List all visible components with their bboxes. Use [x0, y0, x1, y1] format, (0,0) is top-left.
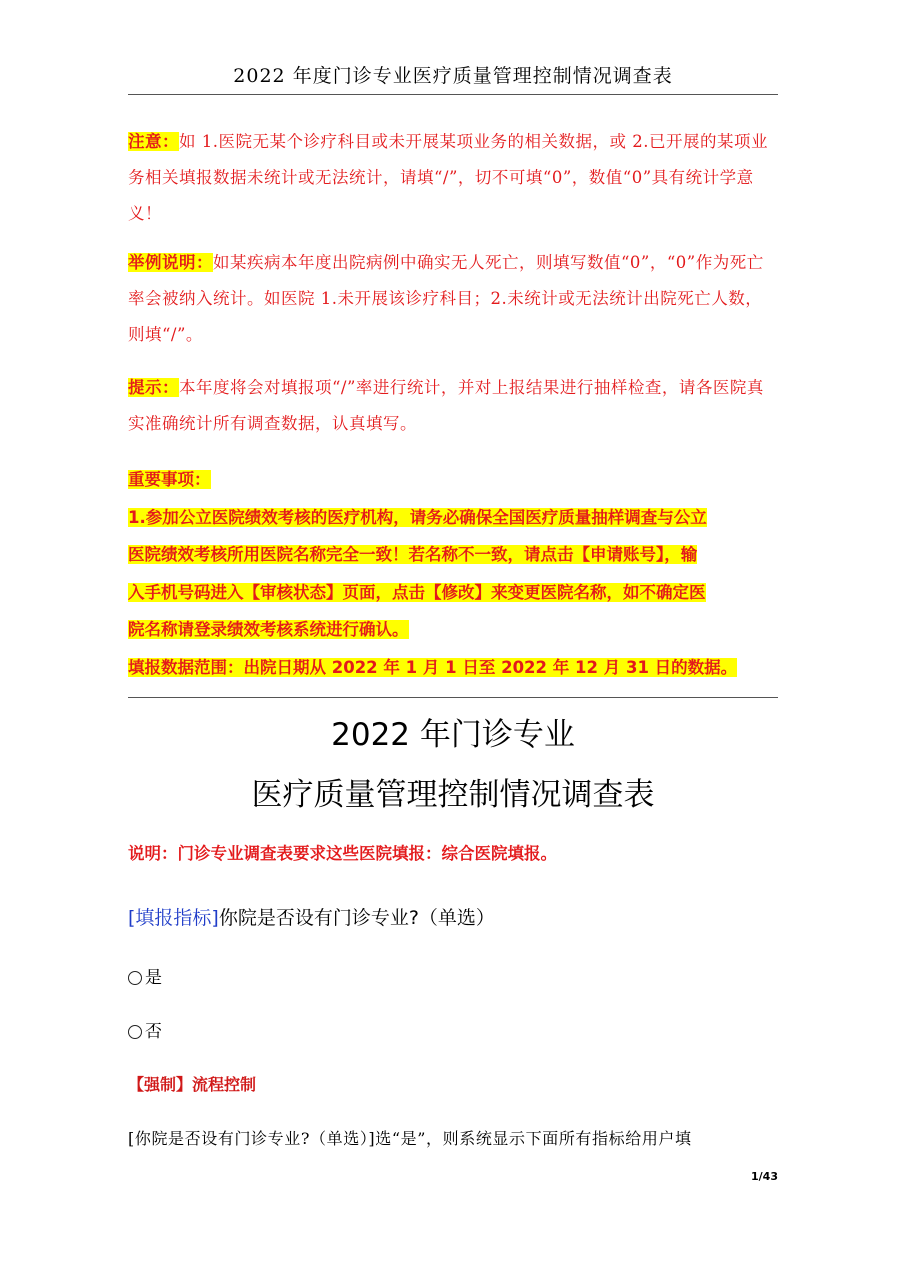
header-divider — [128, 94, 778, 95]
option-yes-label: 是 — [145, 968, 162, 988]
page-number: 1/43 — [751, 1170, 778, 1183]
flow-control-label: 【强制】流程控制 — [128, 1075, 257, 1094]
example-label: 举例说明： — [128, 253, 213, 272]
example-paragraph — [128, 245, 778, 353]
option-no-label: 否 — [145, 1022, 162, 1042]
important-section — [128, 461, 778, 686]
survey-title-line-1: 2022 年门诊专业 — [331, 717, 575, 753]
question-text: 你院是否设有门诊专业?（单选） — [218, 907, 495, 929]
survey-title-line-2: 医疗质量管理控制情况调查表 — [251, 777, 655, 813]
flow-control-text: [你院是否设有门诊专业?（单选）]选“是”，则系统显示下面所有指标给用户填 — [128, 1129, 692, 1148]
radio-circle-icon[interactable] — [128, 1025, 142, 1039]
page-header: 2022 年度门诊专业医疗质量管理控制情况调查表 — [233, 65, 673, 87]
important-line-3: 入手机号码进入【审核状态】页面，点击【修改】来变更医院名称，如不确定医 — [128, 582, 706, 602]
survey-description: 说明：门诊专业调查表要求这些医院填报：综合医院填报。 — [128, 844, 557, 863]
data-range: 填报数据范围：出院日期从 2022 年 1 月 1 日至 2022 年 12 月 31 日的数据。 — [128, 657, 738, 677]
option-yes[interactable] — [128, 965, 162, 991]
tip-text: 本年度将会对填报项“/”率进行统计，并对上报结果进行抽样检查，请各医院真实准确统计所有调查数据，认真填写。 — [128, 378, 764, 433]
option-no[interactable] — [128, 1019, 162, 1045]
important-line-2: 医院绩效考核所用医院名称完全一致！若名称不一致，请点击【申请账号】，输 — [128, 545, 698, 564]
important-heading: 重要事项： — [128, 470, 211, 489]
tip-label: 提示： — [128, 378, 179, 397]
question-tag: [填报指标] — [128, 907, 219, 929]
tip-paragraph — [128, 370, 778, 442]
important-line-4: 院名称请登录绩效考核系统进行确认。 — [128, 620, 409, 639]
notice-paragraph — [128, 124, 778, 232]
notice-text: 如 1.医院无某个诊疗科目或未开展某项业务的相关数据，或 2.已开展的某项业务相关填报数据未统计或无法统计，请填“/”，切不可填“0”，数值“0”具有统计学意义！ — [128, 132, 768, 223]
radio-circle-icon[interactable] — [128, 971, 142, 985]
section-divider — [128, 697, 778, 698]
question — [128, 903, 778, 933]
notice-label: 注意： — [128, 132, 179, 151]
important-line-1: 1.参加公立医院绩效考核的医疗机构，请务必确保全国医疗质量抽样调查与公立 — [128, 507, 707, 527]
example-text: 如某疾病本年度出院病例中确实无人死亡，则填写数值“0”，“0”作为死亡率会被纳入统计。如医院 1.未开展该诊疗科目；2.未统计或无法统计出院死亡人数，则填“/”。 — [128, 253, 764, 344]
